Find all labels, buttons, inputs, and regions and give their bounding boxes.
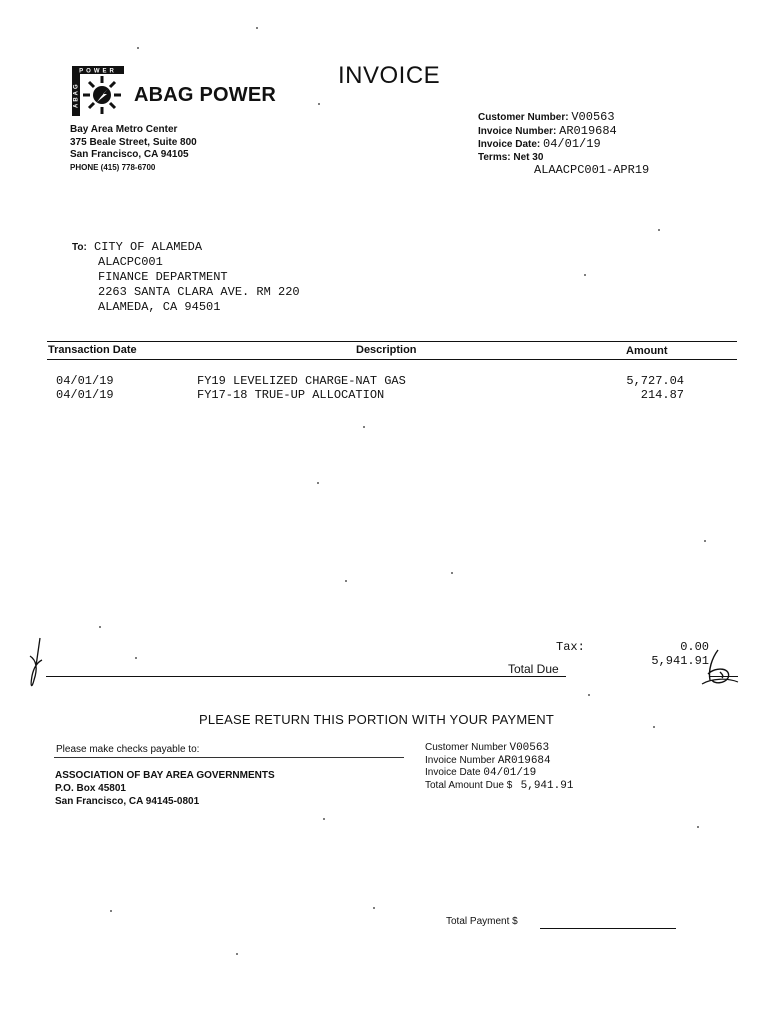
table-top-rule xyxy=(47,341,737,342)
table-row-date: 04/01/19 xyxy=(56,374,114,388)
scan-speck xyxy=(323,818,325,820)
scan-speck xyxy=(584,274,586,276)
address-line: 375 Beale Street, Suite 800 xyxy=(70,136,197,148)
table-row-amount: 214.87 xyxy=(640,388,684,402)
total-due-label: Total Due xyxy=(508,662,559,676)
remittance-details xyxy=(425,742,573,792)
table-row-amount: 5,727.04 xyxy=(626,374,684,388)
scan-speck xyxy=(373,907,375,909)
terms: Net 30 xyxy=(513,151,544,163)
invoice-date: 04/01/19 xyxy=(543,137,601,151)
invoice-number: AR019684 xyxy=(559,123,617,138)
bill-to-label: To: xyxy=(72,242,87,253)
table-row-description: FY17-18 TRUE-UP ALLOCATION xyxy=(197,388,385,402)
remit-total-amount-label: Total Amount Due $ xyxy=(425,779,513,791)
tax-amount: 0.00 xyxy=(680,640,709,654)
initials-mark xyxy=(698,648,744,688)
svg-text:ABAG: ABAG xyxy=(73,82,80,108)
remit-invoice-date-label: Invoice Date xyxy=(425,767,481,778)
total-payment-field[interactable] xyxy=(540,928,676,929)
bill-to xyxy=(72,240,300,315)
scan-speck xyxy=(653,726,655,728)
scan-speck xyxy=(704,540,706,542)
bill-to-line: CITY OF ALAMEDA xyxy=(94,240,203,254)
payable-to-label: Please make checks payable to: xyxy=(56,744,200,755)
total-payment-label: Total Payment $ xyxy=(446,916,518,927)
scan-speck xyxy=(658,229,660,231)
invoice-date-label: Invoice Date: xyxy=(478,139,541,150)
invoice-reference: ALAACPC001-APR19 xyxy=(534,163,650,177)
remit-invoice-number: AR019684 xyxy=(497,754,551,767)
remit-invoice-number-label: Invoice Number xyxy=(425,754,496,766)
customer-number-label: Customer Number: xyxy=(478,112,569,123)
remit-customer-number-label: Customer Number xyxy=(425,742,507,753)
payee-line: San Francisco, CA 94145-0801 xyxy=(55,796,200,807)
scan-speck xyxy=(137,47,139,49)
scan-speck xyxy=(345,580,347,582)
header-amount: Amount xyxy=(626,345,668,357)
scan-speck xyxy=(318,103,320,105)
tax-label: Tax: xyxy=(556,640,585,654)
table-header-rule xyxy=(47,359,737,360)
header-description: Description xyxy=(356,344,417,356)
scan-speck xyxy=(256,27,258,29)
payee-line: ASSOCIATION OF BAY AREA GOVERNMENTS xyxy=(55,770,275,781)
remit-invoice-date: 04/01/19 xyxy=(483,767,537,779)
invoice-title: INVOICE xyxy=(338,62,441,89)
pen-mark xyxy=(26,636,52,692)
bill-to-line: ALAMEDA, CA 94501 xyxy=(98,300,221,314)
payee-line: P.O. Box 45801 xyxy=(55,783,126,794)
svg-text:POWER: POWER xyxy=(79,68,117,75)
company-address xyxy=(70,124,197,174)
scan-speck xyxy=(363,426,365,428)
bill-to-line: FINANCE DEPARTMENT xyxy=(98,270,228,284)
table-row-date: 04/01/19 xyxy=(56,388,114,402)
payee-block xyxy=(55,769,275,808)
scan-speck xyxy=(588,694,590,696)
total-due-amount: 5,941.91 xyxy=(651,654,709,668)
scan-speck xyxy=(697,826,699,828)
scan-speck xyxy=(99,626,101,628)
remittance-heading: PLEASE RETURN THIS PORTION WITH YOUR PAYMENT xyxy=(199,712,555,727)
bill-to-line: 2263 SANTA CLARA AVE. RM 220 xyxy=(98,285,300,299)
phone-line: PHONE (415) 778-6700 xyxy=(70,162,156,172)
terms-label: Terms: xyxy=(478,151,511,163)
address-line: Bay Area Metro Center xyxy=(70,124,178,135)
total-rule xyxy=(46,676,566,677)
remit-customer-number: V00563 xyxy=(509,742,550,754)
abag-power-logo xyxy=(72,66,124,116)
header-transaction-date: Transaction Date xyxy=(48,344,137,356)
company-name: ABAG POWER xyxy=(134,84,276,106)
address-line: San Francisco, CA 94105 xyxy=(70,149,189,160)
scan-speck xyxy=(317,482,319,484)
scan-speck xyxy=(236,953,238,955)
invoice-meta xyxy=(478,111,649,178)
table-row-description: FY19 LEVELIZED CHARGE-NAT GAS xyxy=(197,374,406,388)
bill-to-line: ALACPC001 xyxy=(98,255,163,269)
scan-speck xyxy=(110,910,112,912)
customer-number: V00563 xyxy=(571,110,615,124)
payable-to-rule xyxy=(54,757,404,758)
invoice-number-label: Invoice Number: xyxy=(478,125,557,137)
remit-total-amount: 5,941.91 xyxy=(520,779,574,792)
scan-speck xyxy=(135,657,137,659)
scan-speck xyxy=(451,572,453,574)
